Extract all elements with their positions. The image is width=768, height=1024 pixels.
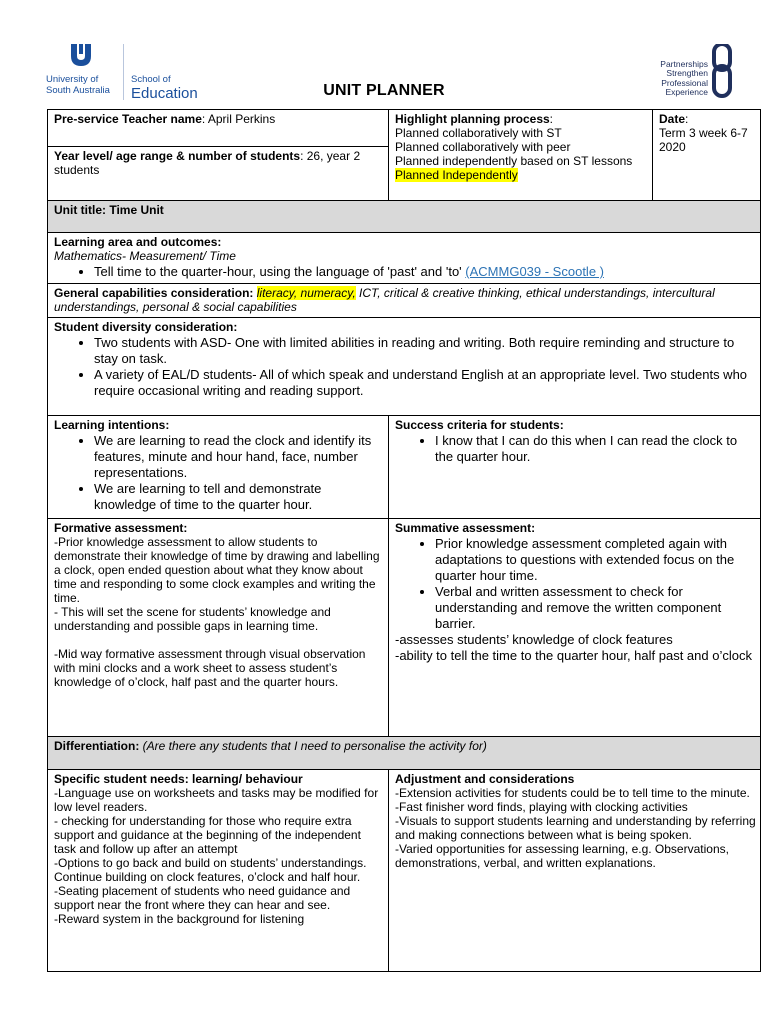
year-value: : 26, year 2 students [54,149,361,177]
adjustments-label: Adjustment and considerations [395,772,575,786]
unit-title-row [48,201,761,233]
teacher-row [48,110,761,147]
list-item: • We are learning to read the clock and identify its features, minute and hour hand, face, number representations. [94,433,385,481]
learning-intentions-cell [48,416,389,519]
diversity-cell [48,318,761,416]
pse-logo [628,44,738,104]
list-item: • Verbal and written assessment to check for understanding and remove the written component barrier. [435,584,757,632]
unit-title: Unit title: Time Unit [48,201,761,233]
specific-needs-label: Specific student needs: learning/ behaviour [54,772,303,786]
planning-option: Planned independently based on ST lessons [395,154,633,168]
planning-selected: Planned Independently [395,168,518,182]
planning-colon: : [549,112,554,126]
summative-text: -assesses students’ knowledge of clock features -ability to tell the time to the quarter hour, half past and o’clock [395,632,752,663]
specific-needs-text: -Language use on worksheets and tasks may be modified for low level readers. - checking for understanding for those who require extra support and guidance at the beginning of the independent task and follow up after an attempt -Options to go back and build on students’ understandings. Continue building on clock features, o’clock and half hour. -Seating placement of students who need guidance and support near the front where they can hear and see. -Reward system in the background for listening [54,786,379,926]
intentions-row [48,416,761,519]
date-cell [653,110,761,201]
list-item: • Prior knowledge assessment completed again with adaptations to questions with extended focus on the quarter hour time. [435,536,757,584]
learning-intentions-list [54,433,385,513]
university-line-2: South Australia [46,85,110,96]
learning-area-cell [48,233,761,284]
acmmg039-link[interactable]: (ACMMG039 - Scootle ) [465,264,604,279]
page-title: UNIT PLANNER [323,82,445,99]
learning-area-subject: Mathematics- Measurement/ Time [54,249,236,263]
formative-text: -Prior knowledge assessment to allow students to demonstrate their knowledge of time by drawing and labelling a clock, open ended question about what they know about time and responding to some clock examples and writing the time. - This will set the scene for students’ knowledge and understanding and possible gaps in learning time. -Mid way formative assessment through visual observation with mini clocks and a work sheet to assess student’s knowledge of o’clock, half past and the quarter hours. [54,535,380,689]
learning-area-row [48,233,761,284]
capabilities-row [48,284,761,318]
summative-label: Summative assessment: [395,521,536,535]
adjustments-text: -Extension activities for students could be to tell time to the minute. -Fast finisher word finds, playing with clocking activities -Visuals to support students learning and understanding by referring and making connections between what is being spoken. -Varied opportunities for assessing learning, e.g. Observations, demonstrations, verbal, and written explanations. [395,786,756,870]
summative-list [395,536,757,632]
outcome-list [54,264,757,280]
formative-label: Formative assessment: [54,521,188,535]
teacher-label: Pre-service Teacher name [54,112,202,126]
list-item: • I know that I can do this when I can read the clock to the quarter hour. [435,433,757,465]
date-label: Date [659,112,686,126]
success-criteria-label: Success criteria for students: [395,418,564,432]
date-value: Term 3 week 6-7 2020 [659,126,748,154]
learning-intentions-label: Learning intentions: [54,418,170,432]
year-label: Year level/ age range & number of students [54,149,301,163]
list-item: • A variety of EAL/D students- All of which speak and understand English at an appropriate level. Two students who require occasional writing and reading support. [94,367,757,399]
unit-planner-table [47,109,761,972]
year-cell [48,147,389,201]
planning-option: Planned collaboratively with ST [395,126,562,140]
success-criteria-list [395,433,757,465]
capabilities-cell [48,284,761,318]
capabilities-highlighted: literacy, numeracy, [256,286,356,300]
specific-needs-cell [48,770,389,972]
adjustments-cell [389,770,761,972]
summative-cell [389,519,761,737]
diversity-label: Student diversity consideration: [54,320,238,334]
date-colon: : [685,112,689,126]
outcome-text: Tell time to the quarter-hour, using the language of 'past' and 'to' [94,264,466,279]
differentiation-label: Differentiation: [54,739,140,753]
pse-line-3: Professional [661,77,708,88]
needs-row [48,770,761,972]
pse-line-4: Experience [665,87,708,98]
unisa-emblem-icon [68,42,94,68]
differentiation-row [48,737,761,770]
pse-line-2: Strengthen [666,68,708,79]
diversity-list [54,335,757,399]
diversity-row [48,318,761,416]
differentiation-cell [48,737,761,770]
teacher-cell [48,110,389,147]
planning-option: Planned collaboratively with peer [395,140,571,154]
formative-cell [48,519,389,737]
differentiation-note: (Are there any students that I need to personalise the activity for) [139,739,487,753]
planning-cell [389,110,653,201]
learning-area-label: Learning area and outcomes: [54,235,222,249]
success-criteria-cell [389,416,761,519]
pse-line-1: Partnerships [660,59,708,69]
pse-logo-text [660,60,708,98]
list-item: • Two students with ASD- One with limited abilities in reading and writing. Both require reminding and structure to stay on task. [94,335,757,367]
school-name: Education [131,85,198,102]
assessment-row [48,519,761,737]
school-of-label: School of [131,74,171,85]
planning-label: Highlight planning process [395,112,550,126]
list-item: • We are learning to tell and demonstrate knowledge of time to the quarter hour. [94,481,385,513]
capabilities-rest: ICT, critical & creative thinking, ethical understandings, intercultural understandings, personal & social capabilities [54,286,715,314]
university-line-1: University of [46,74,99,85]
list-item [94,264,757,280]
capabilities-label: General capabilities consideration: [54,286,254,300]
teacher-name: : April Perkins [201,112,276,126]
pse-emblem-icon [710,44,734,100]
